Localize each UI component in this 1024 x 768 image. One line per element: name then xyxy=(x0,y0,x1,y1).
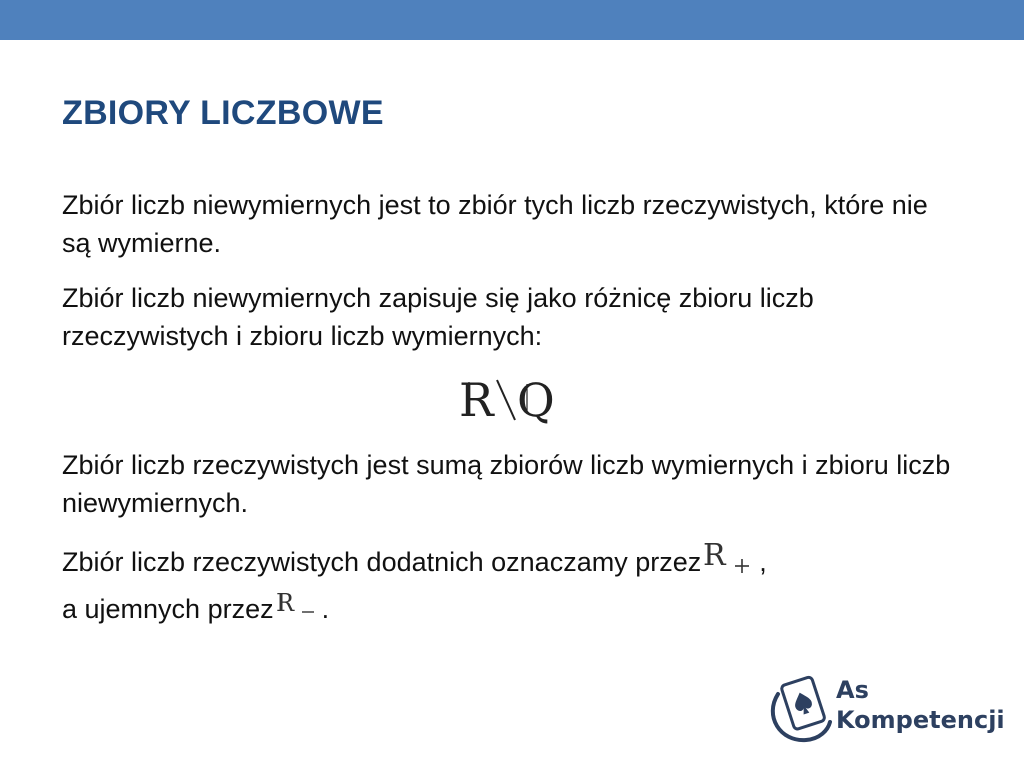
comma-text: , xyxy=(759,547,767,578)
paragraph-sum: Zbiór liczb rzeczywistych jest sumą zbiorów liczb wymiernych i zbioru liczb niewymiernych. xyxy=(62,450,951,518)
formula-reals-minus-rationals xyxy=(62,372,962,428)
svg-text:R: R xyxy=(703,539,726,573)
card-logo-icon xyxy=(768,672,834,744)
slide-title: ZBIORY LICZBOWE xyxy=(62,94,384,132)
svg-text:R: R xyxy=(459,373,494,427)
negative-text: a ujemnych przez xyxy=(62,594,274,625)
paragraph-difference: Zbiór liczb niewymiernych zapisuje się jako różnicę zbioru liczb rzeczywistych i zbioru liczb wymiernych: xyxy=(62,283,814,351)
paragraph-definition: Zbiór liczb niewymiernych jest to zbiór tych liczb rzeczywistych, które nie są wymierne. xyxy=(62,190,928,258)
top-accent-bar xyxy=(0,0,1024,40)
paragraph-signs xyxy=(62,539,962,633)
slide-content xyxy=(62,186,962,650)
formula-r-minus-q-image xyxy=(457,372,567,428)
positive-reals-symbol xyxy=(701,539,759,589)
negative-reals-symbol xyxy=(274,589,322,633)
svg-text:Q: Q xyxy=(517,373,555,427)
logo-text-as: As xyxy=(836,676,869,704)
positive-text: Zbiór liczb rzeczywistych dodatnich oznaczamy przez xyxy=(62,547,702,578)
period-text: . xyxy=(321,594,330,625)
logo-text-kompetencji: Kompetencji xyxy=(836,706,1005,734)
as-kompetencji-logo xyxy=(768,672,1005,744)
svg-text:R: R xyxy=(275,589,294,617)
